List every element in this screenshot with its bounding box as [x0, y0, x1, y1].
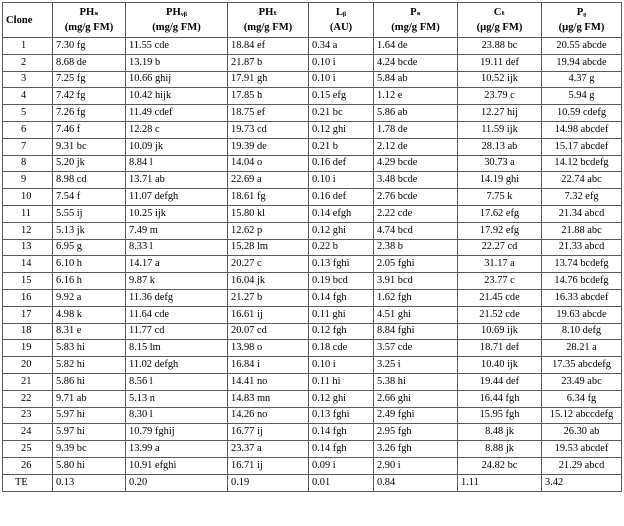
table-cell: 24.82 bc — [458, 457, 542, 474]
table-row — [3, 71, 622, 88]
table-cell: 14.17 a — [126, 256, 228, 273]
clone-id-cell: 1 — [3, 38, 53, 55]
table-cell: 10.42 hijk — [126, 88, 228, 105]
table-cell: 0.84 — [374, 474, 458, 491]
table-row — [3, 457, 622, 474]
table-cell: 0.21 bc — [309, 105, 374, 122]
table-cell: 8.68 de — [53, 54, 126, 71]
table-cell: 1.62 fgh — [374, 289, 458, 306]
table-cell: 8.30 l — [126, 407, 228, 424]
table-cell: 0.34 a — [309, 38, 374, 55]
column-header-phs: PHₛ (mg/g FM) — [53, 3, 126, 38]
table-cell: 11.49 cdef — [126, 105, 228, 122]
table-cell: 8.15 lm — [126, 340, 228, 357]
table-cell: 10.52 ijk — [458, 71, 542, 88]
table-cell: 23.88 bc — [458, 38, 542, 55]
table-cell: 0.12 ghi — [309, 121, 374, 138]
table-cell: 6.95 g — [53, 239, 126, 256]
table-cell: 21.29 abcd — [542, 457, 622, 474]
table-row — [3, 373, 622, 390]
table-cell: 19.53 abcdef — [542, 441, 622, 458]
table-cell: 20.07 cd — [228, 323, 309, 340]
table-cell: 7.49 m — [126, 222, 228, 239]
table-body — [3, 38, 622, 492]
table-cell: 8.31 e — [53, 323, 126, 340]
table-cell: 14.19 ghi — [458, 172, 542, 189]
table-cell: 14.41 no — [228, 373, 309, 390]
table-cell: 18.75 ef — [228, 105, 309, 122]
table-cell: 10.69 ijk — [458, 323, 542, 340]
table-cell: 2.90 i — [374, 457, 458, 474]
clone-id-cell: 4 — [3, 88, 53, 105]
table-cell: 10.91 efghi — [126, 457, 228, 474]
table-cell: 10.59 cdefg — [542, 105, 622, 122]
table-cell: 17.92 efg — [458, 222, 542, 239]
table-cell: 19.73 cd — [228, 121, 309, 138]
table-cell: 6.34 fg — [542, 390, 622, 407]
table-cell: 5.86 hi — [53, 373, 126, 390]
table-cell: 21.87 b — [228, 54, 309, 71]
table-cell: 7.54 f — [53, 189, 126, 206]
table-cell: 0.12 ghi — [309, 222, 374, 239]
table-row — [3, 441, 622, 458]
table-row — [3, 256, 622, 273]
table-cell: 0.10 i — [309, 71, 374, 88]
table-cell: 5.84 ab — [374, 71, 458, 88]
table-cell: 5.20 jk — [53, 155, 126, 172]
table-cell: 3.57 cde — [374, 340, 458, 357]
table-cell: 16.77 ij — [228, 424, 309, 441]
table-cell: 1.12 e — [374, 88, 458, 105]
clone-id-cell: 22 — [3, 390, 53, 407]
clone-id-cell: 6 — [3, 121, 53, 138]
table-cell: 19.94 abcde — [542, 54, 622, 71]
table-cell: 4.74 bcd — [374, 222, 458, 239]
table-row — [3, 323, 622, 340]
table-cell: 4.37 g — [542, 71, 622, 88]
clone-id-cell: 12 — [3, 222, 53, 239]
table-header-row — [3, 3, 622, 38]
table-cell: 12.62 p — [228, 222, 309, 239]
table-cell: 10.79 fghij — [126, 424, 228, 441]
table-cell: 16.84 i — [228, 357, 309, 374]
clone-id-cell: 16 — [3, 289, 53, 306]
table-cell: 3.91 bcd — [374, 273, 458, 290]
table-cell: 0.22 b — [309, 239, 374, 256]
table-row — [3, 474, 622, 491]
table-cell: 11.55 cde — [126, 38, 228, 55]
column-header-clone: Clone — [3, 3, 53, 38]
table-cell: 4.29 bcde — [374, 155, 458, 172]
table-cell: 13.71 ab — [126, 172, 228, 189]
table-cell: 19.63 abcde — [542, 306, 622, 323]
table-cell: 14.12 bcdefg — [542, 155, 622, 172]
table-row — [3, 306, 622, 323]
table-cell: 5.83 hi — [53, 340, 126, 357]
table-cell: 14.98 abcdef — [542, 121, 622, 138]
table-cell: 3.26 fgh — [374, 441, 458, 458]
table-cell: 20.55 abcde — [542, 38, 622, 55]
table-cell: 7.25 fg — [53, 71, 126, 88]
table-cell: 0.11 hi — [309, 373, 374, 390]
table-cell: 5.86 ab — [374, 105, 458, 122]
table-row — [3, 205, 622, 222]
table-cell: 0.10 i — [309, 54, 374, 71]
table-cell: 13.99 a — [126, 441, 228, 458]
table-cell: 8.56 l — [126, 373, 228, 390]
table-row — [3, 273, 622, 290]
table-cell: 2.66 ghi — [374, 390, 458, 407]
table-cell: 19.11 def — [458, 54, 542, 71]
table-cell: 12.27 hij — [458, 105, 542, 122]
table-cell: 7.75 k — [458, 189, 542, 206]
table-row — [3, 239, 622, 256]
clone-id-cell: 8 — [3, 155, 53, 172]
table-cell: 11.77 cd — [126, 323, 228, 340]
table-cell: 13.19 b — [126, 54, 228, 71]
table-cell: 16.61 ij — [228, 306, 309, 323]
table-cell: 8.84 fghi — [374, 323, 458, 340]
table-cell: 21.34 abcd — [542, 205, 622, 222]
table-cell: 21.52 cde — [458, 306, 542, 323]
table-cell: 14.04 o — [228, 155, 309, 172]
table-cell: 19.44 def — [458, 373, 542, 390]
clone-id-cell: 10 — [3, 189, 53, 206]
table-cell: 5.80 hi — [53, 457, 126, 474]
table-cell: 16.33 abcdef — [542, 289, 622, 306]
table-cell: 21.33 abcd — [542, 239, 622, 256]
table-cell: 5.82 hi — [53, 357, 126, 374]
clone-id-cell: 9 — [3, 172, 53, 189]
table-cell: 11.59 ijk — [458, 121, 542, 138]
table-cell: 2.22 cde — [374, 205, 458, 222]
clone-id-cell: 13 — [3, 239, 53, 256]
table-row — [3, 289, 622, 306]
table-cell: 0.14 fgh — [309, 289, 374, 306]
table-cell: 8.84 l — [126, 155, 228, 172]
table-cell: 3.48 bcde — [374, 172, 458, 189]
table-cell: 21.88 abc — [542, 222, 622, 239]
table-cell: 21.45 cde — [458, 289, 542, 306]
table-cell: 6.16 h — [53, 273, 126, 290]
table-cell: 23.37 a — [228, 441, 309, 458]
table-cell: 5.13 jk — [53, 222, 126, 239]
table-cell: 0.15 efg — [309, 88, 374, 105]
table-cell: 17.85 h — [228, 88, 309, 105]
table-cell: 2.49 fghi — [374, 407, 458, 424]
table-cell: 9.87 k — [126, 273, 228, 290]
table-row — [3, 407, 622, 424]
table-cell: 16.04 jk — [228, 273, 309, 290]
table-cell: 8.48 jk — [458, 424, 542, 441]
table-cell: 5.94 g — [542, 88, 622, 105]
table-cell: 13.74 bcdefg — [542, 256, 622, 273]
table-cell: 9.92 a — [53, 289, 126, 306]
table-cell: 8.33 l — [126, 239, 228, 256]
clone-id-cell: TE — [3, 474, 53, 491]
table-cell: 1.64 de — [374, 38, 458, 55]
table-cell: 4.98 k — [53, 306, 126, 323]
table-cell: 12.28 c — [126, 121, 228, 138]
clone-id-cell: 14 — [3, 256, 53, 273]
table-cell: 15.80 kl — [228, 205, 309, 222]
table-cell: 0.16 def — [309, 155, 374, 172]
table-cell: 9.31 bc — [53, 138, 126, 155]
table-cell: 10.40 ijk — [458, 357, 542, 374]
column-header-lg: Lᵦ (AU) — [309, 3, 374, 38]
clone-id-cell: 18 — [3, 323, 53, 340]
table-cell: 0.14 fgh — [309, 441, 374, 458]
table-cell: 23.49 abc — [542, 373, 622, 390]
table-row — [3, 222, 622, 239]
table-cell: 2.05 fghi — [374, 256, 458, 273]
table-cell: 0.13 — [53, 474, 126, 491]
table-cell: 10.25 ijk — [126, 205, 228, 222]
table-cell: 15.17 abcdef — [542, 138, 622, 155]
table-cell: 14.26 no — [228, 407, 309, 424]
table-cell: 28.21 a — [542, 340, 622, 357]
table-row — [3, 138, 622, 155]
table-cell: 13.98 o — [228, 340, 309, 357]
table-cell: 0.16 def — [309, 189, 374, 206]
table-cell: 5.38 hi — [374, 373, 458, 390]
table-cell: 3.25 i — [374, 357, 458, 374]
results-table-container — [2, 2, 622, 492]
table-cell: 26.30 ab — [542, 424, 622, 441]
clone-id-cell: 23 — [3, 407, 53, 424]
table-row — [3, 121, 622, 138]
table-row — [3, 357, 622, 374]
table-cell: 1.11 — [458, 474, 542, 491]
table-cell: 8.98 cd — [53, 172, 126, 189]
table-cell: 19.39 de — [228, 138, 309, 155]
table-cell: 2.95 fgh — [374, 424, 458, 441]
table-cell: 0.01 — [309, 474, 374, 491]
table-row — [3, 340, 622, 357]
clone-id-cell: 11 — [3, 205, 53, 222]
table-cell: 0.09 i — [309, 457, 374, 474]
table-row — [3, 189, 622, 206]
table-cell: 10.09 jk — [126, 138, 228, 155]
table-cell: 14.76 bcdefg — [542, 273, 622, 290]
table-cell: 3.42 — [542, 474, 622, 491]
table-cell: 0.18 cde — [309, 340, 374, 357]
column-header-pp: Pᵨ (µg/g FM) — [542, 3, 622, 38]
table-cell: 8.88 jk — [458, 441, 542, 458]
table-cell: 0.20 — [126, 474, 228, 491]
table-cell: 18.84 ef — [228, 38, 309, 55]
table-cell: 0.19 — [228, 474, 309, 491]
table-cell: 10.66 ghij — [126, 71, 228, 88]
clone-id-cell: 5 — [3, 105, 53, 122]
clone-id-cell: 2 — [3, 54, 53, 71]
clone-id-cell: 3 — [3, 71, 53, 88]
clone-id-cell: 17 — [3, 306, 53, 323]
column-header-ps: Pₛ (mg/g FM) — [374, 3, 458, 38]
table-cell: 2.76 bcde — [374, 189, 458, 206]
clone-id-cell: 25 — [3, 441, 53, 458]
table-cell: 9.39 bc — [53, 441, 126, 458]
table-cell: 5.97 hi — [53, 424, 126, 441]
table-cell: 0.11 ghi — [309, 306, 374, 323]
table-cell: 11.64 cde — [126, 306, 228, 323]
table-cell: 0.14 fgh — [309, 424, 374, 441]
table-cell: 5.13 n — [126, 390, 228, 407]
table-cell: 0.21 b — [309, 138, 374, 155]
table-cell: 18.61 fg — [228, 189, 309, 206]
table-cell: 17.91 gh — [228, 71, 309, 88]
table-cell: 17.62 efg — [458, 205, 542, 222]
table-cell: 6.10 h — [53, 256, 126, 273]
table-cell: 7.30 fg — [53, 38, 126, 55]
clone-id-cell: 24 — [3, 424, 53, 441]
table-row — [3, 54, 622, 71]
table-cell: 0.14 efgh — [309, 205, 374, 222]
table-cell: 23.79 c — [458, 88, 542, 105]
column-header-ct: Cₜ (µg/g FM) — [458, 3, 542, 38]
clone-results-table — [2, 2, 622, 492]
table-cell: 23.77 c — [458, 273, 542, 290]
table-cell: 17.35 abcdefg — [542, 357, 622, 374]
table-cell: 5.55 ij — [53, 205, 126, 222]
table-cell: 22.69 a — [228, 172, 309, 189]
table-cell: 18.71 def — [458, 340, 542, 357]
table-row — [3, 105, 622, 122]
table-cell: 8.10 defg — [542, 323, 622, 340]
table-cell: 1.78 de — [374, 121, 458, 138]
clone-id-cell: 20 — [3, 357, 53, 374]
table-cell: 15.95 fgh — [458, 407, 542, 424]
table-cell: 2.12 de — [374, 138, 458, 155]
table-cell: 15.28 lm — [228, 239, 309, 256]
table-cell: 16.44 fgh — [458, 390, 542, 407]
table-cell: 9.71 ab — [53, 390, 126, 407]
table-cell: 11.02 defgh — [126, 357, 228, 374]
table-row — [3, 172, 622, 189]
table-cell: 15.12 abccdefg — [542, 407, 622, 424]
table-row — [3, 155, 622, 172]
table-row — [3, 88, 622, 105]
table-cell: 20.27 c — [228, 256, 309, 273]
table-row — [3, 38, 622, 55]
column-header-phwb: PHᵥᵦ (mg/g FM) — [126, 3, 228, 38]
column-header-pht: PHₜ (mg/g FM) — [228, 3, 309, 38]
table-cell: 16.71 ij — [228, 457, 309, 474]
table-cell: 21.27 b — [228, 289, 309, 306]
table-cell: 0.13 fghi — [309, 407, 374, 424]
table-row — [3, 390, 622, 407]
table-cell: 0.12 fgh — [309, 323, 374, 340]
table-cell: 7.46 f — [53, 121, 126, 138]
table-cell: 0.12 ghi — [309, 390, 374, 407]
table-cell: 22.74 abc — [542, 172, 622, 189]
clone-id-cell: 21 — [3, 373, 53, 390]
table-cell: 2.38 b — [374, 239, 458, 256]
table-cell: 30.73 a — [458, 155, 542, 172]
table-cell: 28.13 ab — [458, 138, 542, 155]
table-cell: 0.10 i — [309, 357, 374, 374]
table-cell: 14.83 mn — [228, 390, 309, 407]
table-cell: 7.32 efg — [542, 189, 622, 206]
table-cell: 7.42 fg — [53, 88, 126, 105]
clone-id-cell: 7 — [3, 138, 53, 155]
table-cell: 4.24 bcde — [374, 54, 458, 71]
table-cell: 11.07 defgh — [126, 189, 228, 206]
clone-id-cell: 26 — [3, 457, 53, 474]
table-cell: 7.26 fg — [53, 105, 126, 122]
table-cell: 5.97 hi — [53, 407, 126, 424]
table-cell: 4.51 ghi — [374, 306, 458, 323]
table-cell: 0.13 fghi — [309, 256, 374, 273]
clone-id-cell: 15 — [3, 273, 53, 290]
table-cell: 0.19 bcd — [309, 273, 374, 290]
table-cell: 0.10 i — [309, 172, 374, 189]
clone-id-cell: 19 — [3, 340, 53, 357]
table-cell: 22.27 cd — [458, 239, 542, 256]
table-row — [3, 424, 622, 441]
table-cell: 31.17 a — [458, 256, 542, 273]
table-cell: 11.36 defg — [126, 289, 228, 306]
